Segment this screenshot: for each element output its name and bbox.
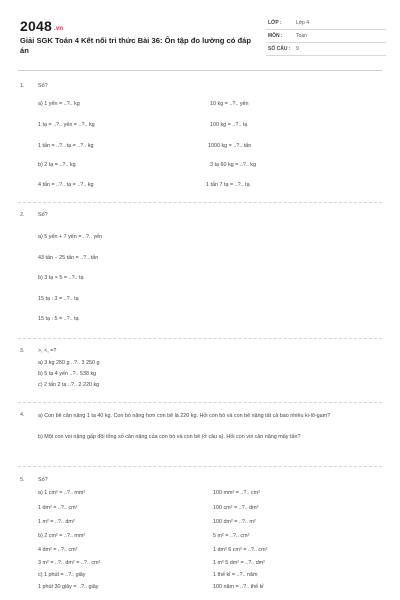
q5-right-item: 100 cm² = ..?.. dm² bbox=[213, 505, 259, 511]
q3-item: b) 5 tạ 4 yến ..?.. 538 kg bbox=[38, 371, 97, 377]
question-label: Số? bbox=[38, 83, 48, 89]
q2-item: 15 tạ : 3 = ..?.. tạ bbox=[38, 296, 79, 302]
q1-right-item: 1000 kg = ..?.. tấn bbox=[208, 143, 252, 149]
meta-label: MÔN : bbox=[268, 33, 283, 39]
q1-right-item: 3 tạ 60 kg = ..?.. kg bbox=[210, 162, 256, 168]
q1-right-item: 10 kg = ..?.. yến bbox=[210, 101, 249, 107]
question-number: 1. bbox=[20, 83, 25, 89]
question-number: 5. bbox=[20, 477, 25, 483]
section-separator bbox=[18, 402, 382, 403]
q5-left-item: 4 dm² = ..?.. cm² bbox=[38, 547, 78, 553]
q1-left-item: 1 tấn = ..?.. tạ = ..?.. kg bbox=[38, 143, 94, 149]
meta-value: Toán bbox=[296, 33, 307, 39]
question-number: 2. bbox=[20, 212, 25, 218]
q5-right-item: 100 năm = ..?.. thế kỉ bbox=[213, 584, 264, 590]
q3-item: c) 2 tấn 2 tạ ..?.. 2 220 kg bbox=[38, 382, 100, 388]
q2-item: b) 3 tạ × 5 = ..?.. tạ bbox=[38, 275, 84, 281]
question-number: 3. bbox=[20, 348, 25, 354]
q5-left-item: 1 phút 30 giây = ..?.. giây bbox=[38, 584, 99, 590]
q1-left-item: 4 tấn = ..?.. tạ = ..?.. kg bbox=[38, 182, 94, 188]
q5-left-item: 1 m² = ..?.. dm² bbox=[38, 519, 75, 525]
q1-right-item: 100 kg = ..?.. tạ bbox=[210, 122, 248, 128]
q2-item: a) 5 yến + 7 yến = ..?.. yến bbox=[38, 234, 103, 240]
question-label: Số? bbox=[38, 212, 48, 218]
q5-right-item: 1 thế kỉ = ..?.. năm bbox=[213, 572, 258, 578]
meta-label: SỐ CÂU : bbox=[268, 46, 291, 52]
meta-value: Lớp 4 bbox=[296, 20, 310, 26]
q3-item: a) 3 kg 250 g ..?.. 3 250 g bbox=[38, 360, 100, 366]
q1-left-item: b) 2 tạ = ..?.. kg bbox=[38, 162, 76, 168]
q5-right-item: 1 m² 5 dm² = ..?.. dm² bbox=[213, 560, 265, 566]
q1-right-item: 1 tấn 7 tạ = ..?.. tạ bbox=[206, 182, 250, 188]
section-separator bbox=[18, 202, 382, 203]
q4-part-a: a) Con bê cân nặng 1 tạ 40 kg. Con bò nặng hơn con bê là 220 kg. Hỏi con bò và con bê nặng tất cả bao nhiêu ki-lô-gam? bbox=[38, 413, 331, 419]
q5-left-item: 1 dm² = ..?.. cm² bbox=[38, 505, 78, 511]
meta-value: 9 bbox=[296, 46, 299, 52]
q5-right-item: 5 m² = ..?.. cm² bbox=[213, 533, 250, 539]
section-separator bbox=[18, 466, 382, 467]
q2-item: 15 tạ : 5 = ..?.. tạ bbox=[38, 316, 79, 322]
q5-left-item: c) 1 phút = ..?.. giây bbox=[38, 572, 86, 578]
q4-part-b: b) Một con voi nặng gấp đôi tổng số cân nặng của con bò và con bê (ở câu a). Hỏi con voi cân nặng mấy tấn? bbox=[38, 434, 301, 440]
logo-text: 2048 bbox=[20, 18, 52, 34]
q5-right-item: 1 dm² 6 cm² = ..?.. cm² bbox=[213, 547, 268, 553]
q2-item: 43 tấn − 25 tấn = ..?.. tấn bbox=[38, 255, 99, 261]
q5-left-item: b) 2 cm² = ..?.. mm² bbox=[38, 533, 86, 539]
document-title: Giải SGK Toán 4 Kết nối tri thức Bài 36: Ôn tập đo lường có đáp án bbox=[20, 36, 252, 55]
q5-right-item: 100 dm² = ..?.. m² bbox=[213, 519, 256, 525]
q5-left-item: 3 m² = ..?.. dm² = ..?.. cm² bbox=[38, 560, 101, 566]
question-label: Số? bbox=[38, 477, 48, 483]
question-number: 4. bbox=[20, 412, 25, 418]
question-label: >, <, =? bbox=[38, 348, 57, 354]
q5-right-item: 100 mm² = ..?.. cm² bbox=[213, 490, 260, 496]
q5-left-item: a) 1 cm² = ..?.. mm² bbox=[38, 490, 86, 496]
logo-tld: .vn bbox=[53, 26, 64, 32]
meta-label: LỚP : bbox=[268, 20, 282, 26]
q1-left-item: a) 1 yến = ..?.. kg bbox=[38, 101, 80, 107]
section-separator bbox=[18, 338, 382, 339]
q1-left-item: 1 tạ = ..?.. yến = ..?.. kg bbox=[38, 122, 95, 128]
